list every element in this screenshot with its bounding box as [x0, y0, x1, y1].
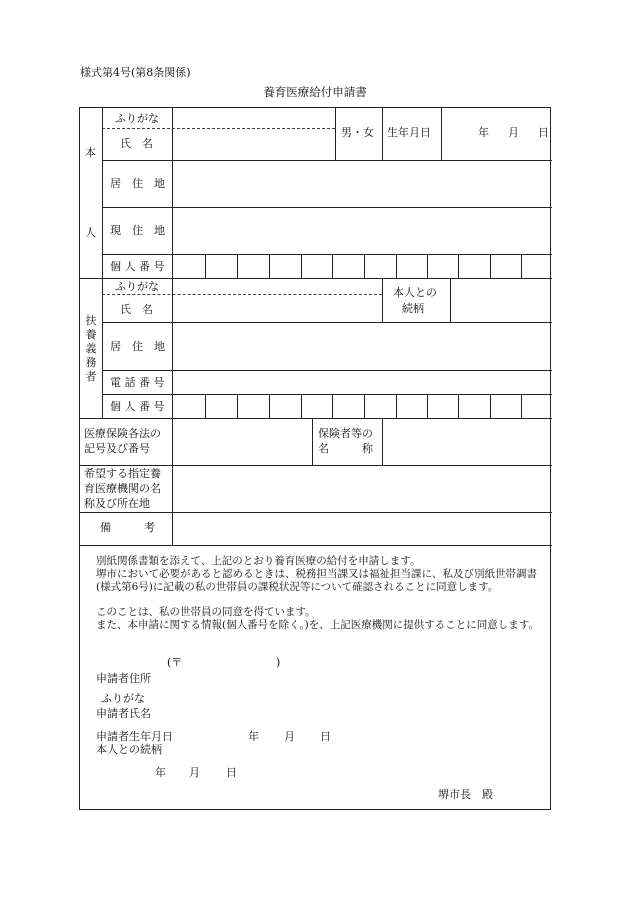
statement-line-2: 堺市において必要があると認めるときは、税務担当課又は福祉担当課に、私及び別紙世帯調書(様式第6号)に記載の私の世帯員の課税状況等について確認されることに同意します。 — [96, 568, 537, 593]
person-birth-day: 日 — [538, 126, 549, 139]
statement-line-4: また、本申請に関する情報(個人番号を除く。)を、上記医療機関に提供することに同意します。 — [96, 619, 539, 631]
institution-label-1: 希望する指定養 — [84, 467, 161, 480]
person-birth-year: 年 — [478, 126, 489, 139]
insurance-label-1: 医療保険各法の — [84, 427, 161, 440]
guardian-phone-label: 電 話 番 号 — [110, 376, 165, 389]
remarks-label: 備 考 — [100, 521, 155, 534]
guardian-relation-label-2: 続柄 — [402, 302, 424, 315]
applicant-postal-open: (〒 — [167, 656, 183, 669]
applicant-birthdate-label: 申請者生年月日 — [96, 730, 173, 743]
form-number: 様式第4号(第8条関係) — [80, 66, 191, 79]
application-form — [79, 107, 551, 810]
applicant-relation-label: 本人との続柄 — [96, 743, 162, 756]
applicant-postal-close: ) — [276, 656, 281, 669]
application-date-month: 月 — [189, 766, 200, 779]
person-name-label: 氏 名 — [120, 137, 153, 150]
page-title: 養育医療給付申請書 — [263, 85, 367, 99]
insurer-label-2: 名 称 — [318, 442, 373, 455]
applicant-name-label: 申請者氏名 — [96, 707, 151, 720]
person-residence-label: 居 住 地 — [110, 177, 165, 190]
person-sex-label: 男・女 — [341, 126, 374, 139]
guardian-name-label: 氏 名 — [120, 303, 153, 316]
addressee: 堺市長 殿 — [438, 788, 493, 801]
person-birthdate-label: 生年月日 — [387, 126, 431, 139]
person-current-address-label: 現 住 地 — [110, 224, 165, 237]
applicant-birth-day: 日 — [320, 730, 331, 743]
person-furigana-label: ふりがな — [115, 112, 159, 125]
insurer-label-1: 保険者等の — [318, 427, 373, 440]
application-date-day: 日 — [226, 766, 237, 779]
guardian-furigana-label: ふりがな — [115, 280, 159, 293]
institution-label-3: 称及び所在地 — [84, 497, 150, 510]
statement-line-3: このことは、私の世帯員の同意を得ています。 — [96, 606, 316, 618]
guardian-residence-label: 居 住 地 — [110, 340, 165, 353]
applicant-address-label: 申請者住所 — [96, 672, 151, 685]
insurance-label-2: 記号及び番号 — [84, 442, 150, 455]
applicant-birth-month: 月 — [284, 730, 295, 743]
person-id-number-label: 個 人 番 号 — [110, 260, 165, 273]
guardian-relation-label-1: 本人との — [393, 286, 437, 299]
person-section-label-2: 人 — [85, 226, 96, 239]
institution-label-2: 育医療機関の名 — [84, 482, 161, 495]
applicant-furigana-label: ふりがな — [101, 692, 145, 705]
guardian-section-label: 扶養義務者 — [85, 314, 97, 383]
person-birth-month: 月 — [508, 126, 519, 139]
application-date-year: 年 — [155, 766, 166, 779]
guardian-id-number-label: 個 人 番 号 — [110, 400, 165, 413]
person-section-label-1: 本 — [85, 146, 96, 159]
applicant-birth-year: 年 — [248, 730, 259, 743]
statement-line-1: 別紙関係書類を添えて、上記のとおり養育医療の給付を申請します。 — [96, 555, 421, 567]
